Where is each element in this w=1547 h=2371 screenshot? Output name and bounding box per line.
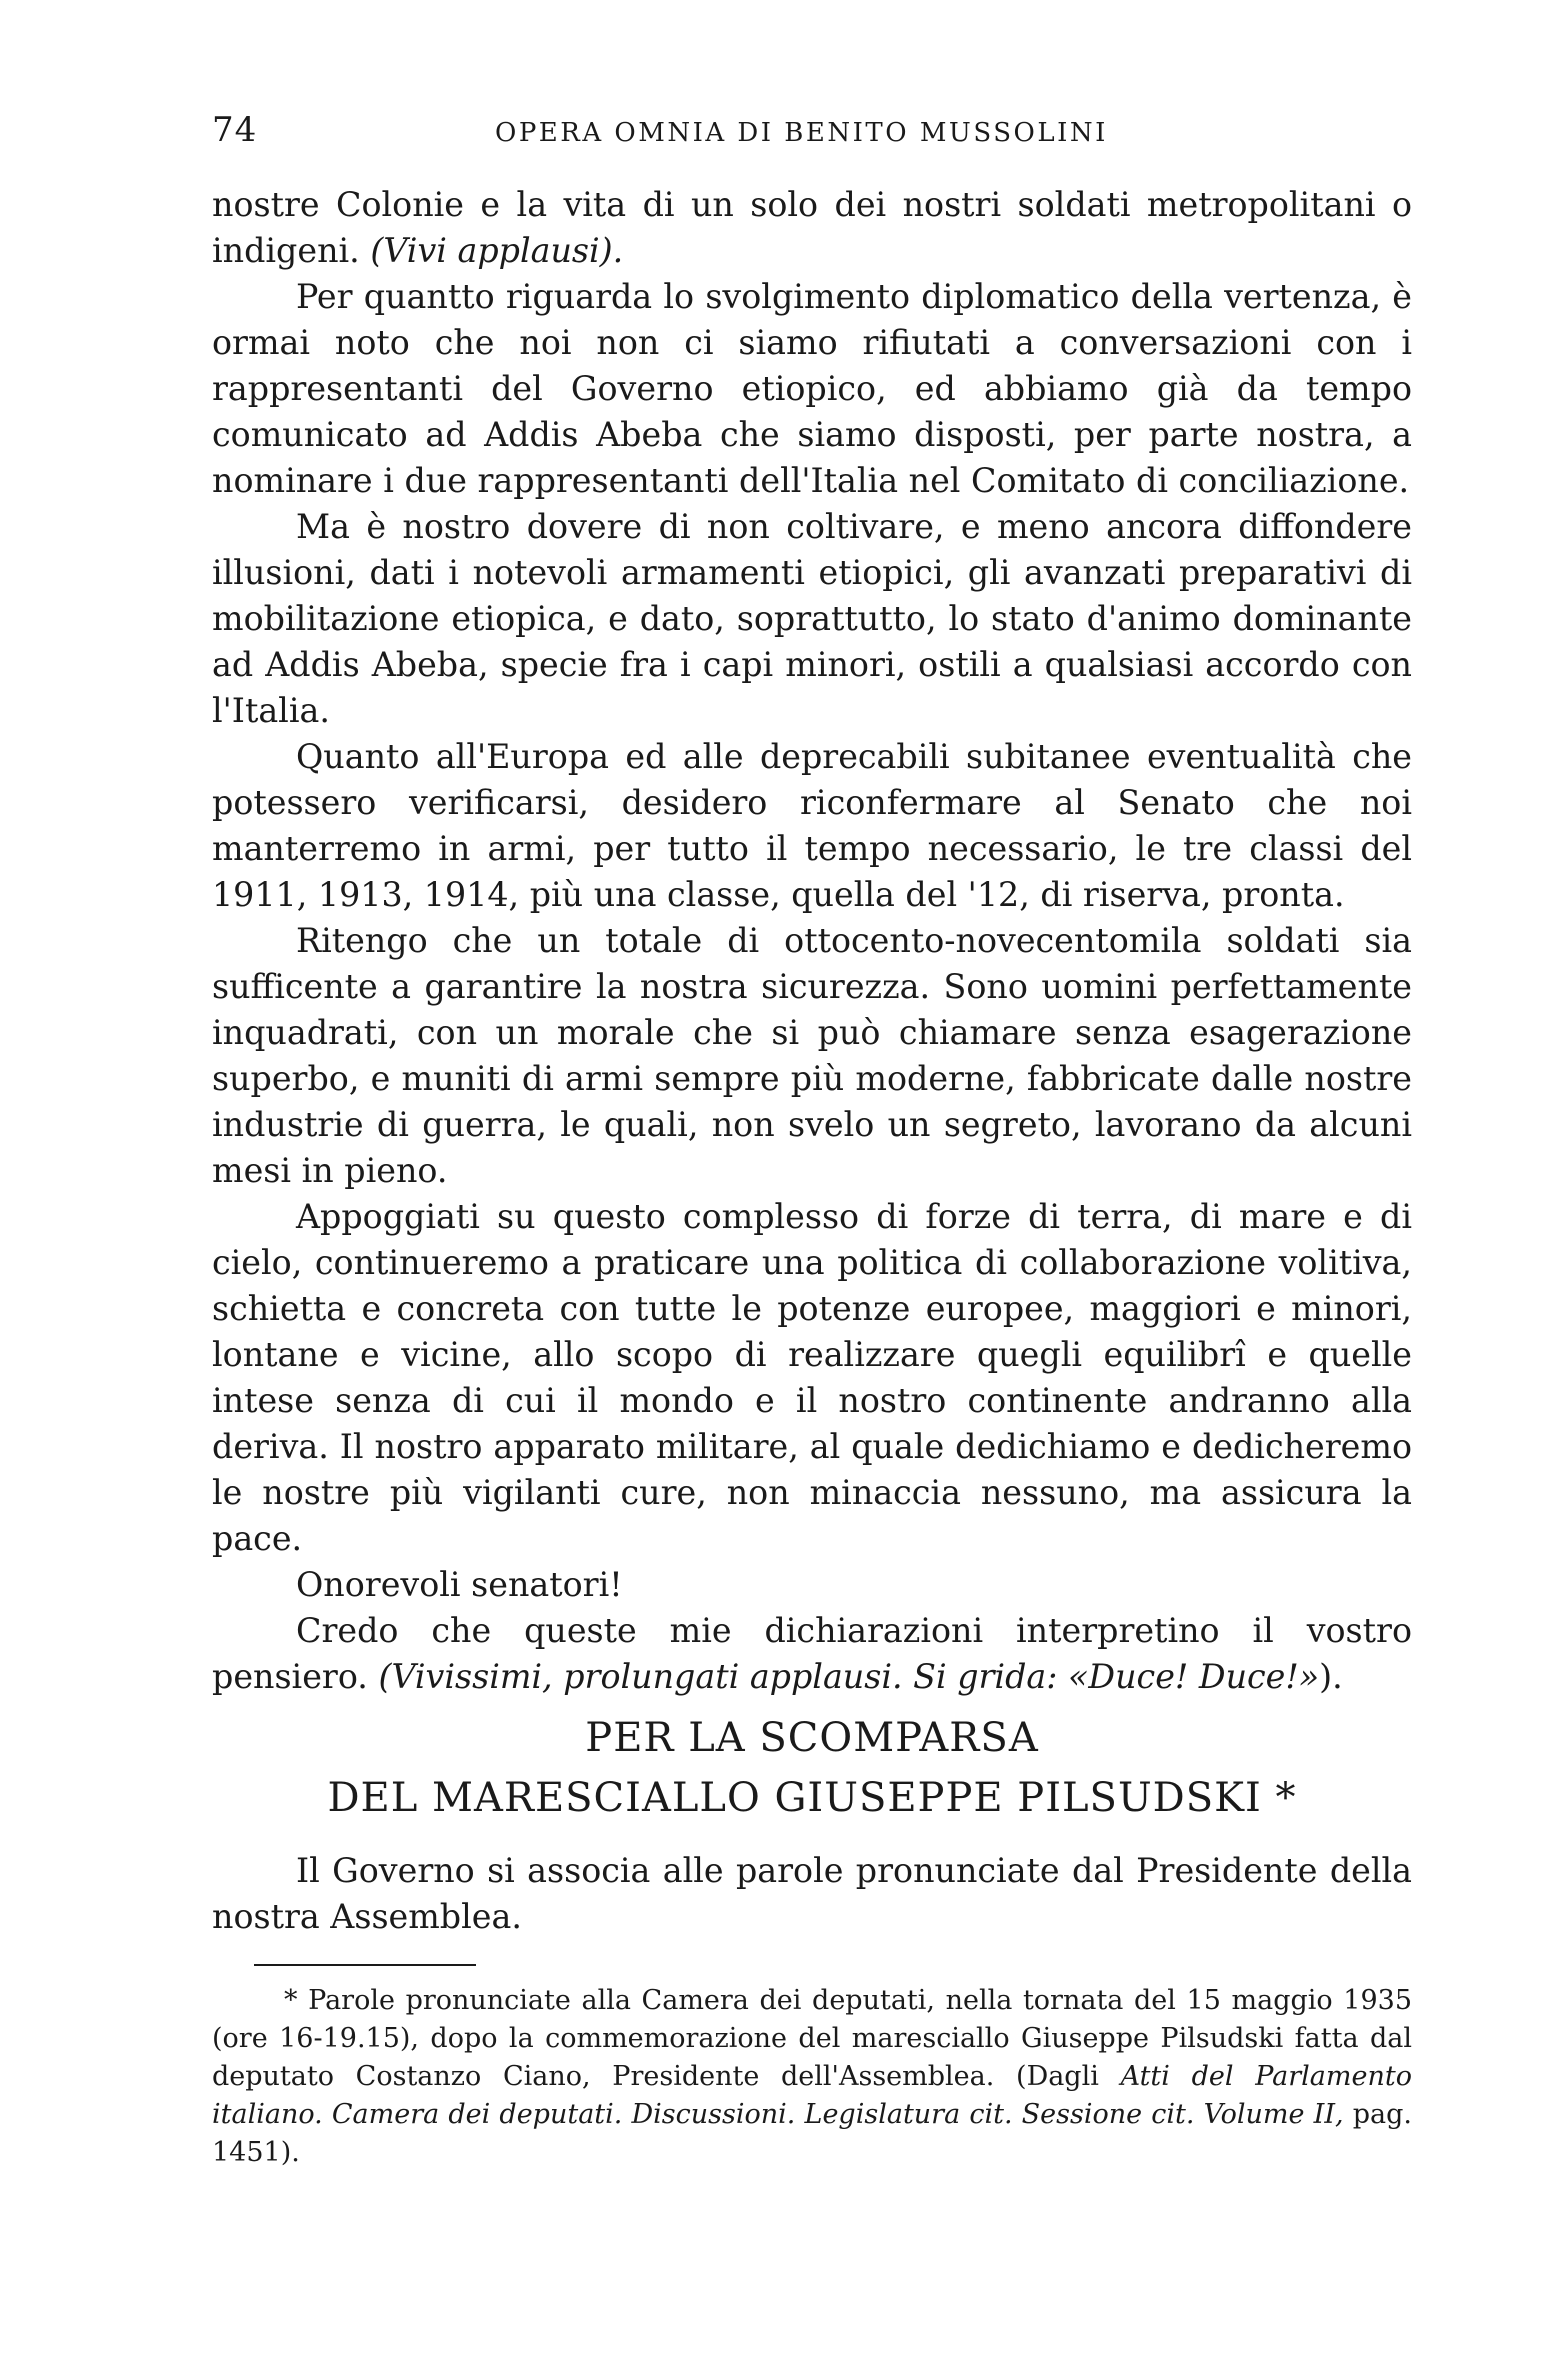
paragraph-4: Quanto all'Europa ed alle deprecabili subitanee eventualità che potessero verificarsi, desidero riconfermare al Senato che noi manterremo in armi, per tutto il tempo necessario, le tre classi del 1911, 1913, 1914, più una classe, quella del '12, di riserva, pronta.	[212, 737, 1412, 914]
section-paragraph: Il Governo si associa alle parole pronunciate dal Presidente della nostra Assemblea.	[212, 1851, 1412, 1936]
section-title-line-2: DEL MARESCIALLO GIUSEPPE PILSUDSKI *	[327, 1775, 1297, 1821]
section-title	[212, 1708, 1412, 1828]
page-header	[212, 110, 1412, 170]
paragraph-1-text: nostre Colonie e la vita di un solo dei nostri soldati metropolitani o indigeni.	[212, 185, 1412, 270]
paragraph-8	[212, 1608, 1412, 1700]
footnote-text-a: * Parole pronunciate alla Camera dei deputati, nella tornata del 15 maggio 1935 (ore 16-19.15), dopo la commemorazione del maresciallo Giuseppe Pilsudski fatta dal deputato Costanzo Ciano, Presidente dell'Assemblea. (Dagli	[212, 1985, 1412, 2092]
main-text	[212, 182, 1412, 1700]
section-title-line-1: PER LA SCOMPARSA	[585, 1715, 1039, 1761]
footnote-paragraph	[212, 1982, 1412, 2172]
paragraph-5: Ritengo che un totale di ottocento-novecentomila soldati sia sufficente a garantire la nostra sicurezza. Sono uomini perfettamente inquadrati, con un morale che si può chiamare senza esagerazione superbo, e muniti di armi sempre più moderne, fabbricate dalle nostre industrie di guerra, le quali, non svelo un segreto, lavorano da alcuni mesi in pieno.	[212, 921, 1412, 1190]
running-title: OPERA OMNIA DI BENITO MUSSOLINI	[495, 118, 1108, 148]
paragraph-8-applause-c: ).	[1319, 1657, 1343, 1696]
paragraph-8-applause-b: «Duce! Duce!»	[1068, 1657, 1320, 1696]
footnote-rule	[254, 1964, 476, 1966]
paragraph-3: Ma è nostro dovere di non coltivare, e meno ancora diffondere illusioni, dati i notevoli armamenti etiopici, gli avanzati preparativi di mobilitazione etiopica, e dato, soprattutto, lo stato d'animo dominante ad Addis Abeba, specie fra i capi minori, ostili a qualsiasi accordo con l'Italia.	[212, 507, 1412, 730]
paragraph-1-applause: (Vivi applausi).	[370, 231, 624, 270]
paragraph-6: Appoggiati su questo complesso di forze di terra, di mare e di cielo, continueremo a praticare una politica di collaborazione volitiva, schietta e concreta con tutte le potenze europee, maggiori e minori, lontane e vicine, allo scopo di realizzare quegli equilibrî e quelle intese senza di cui il mondo e il nostro continente andranno alla deriva. Il nostro apparato militare, al quale dedichiamo e dedicheremo le nostre più vigilanti cure, non minaccia nessuno, ma assicura la pace.	[212, 1197, 1412, 1558]
section-text	[212, 1848, 1412, 1940]
paragraph-8-text: Credo che queste mie dichiarazioni interpretino il vostro pensiero.	[212, 1611, 1412, 1696]
paragraph-1	[212, 182, 1412, 274]
footnote-source-title: Atti del Parlamento italiano. Camera dei deputati. Discussioni. Legislatura cit. Sessione cit. Volume II,	[212, 2061, 1412, 2130]
footnote-text-c: pag. 1451).	[212, 2099, 1412, 2168]
paragraph-8-applause-a: (Vivissimi, prolungati applausi. Si grida:	[378, 1657, 1069, 1696]
paragraph-7: Onorevoli senatori!	[296, 1565, 623, 1604]
paragraph-2: Per quantto riguarda lo svolgimento diplomatico della vertenza, è ormai noto che noi non ci siamo rifiutati a conversazioni con i rappresentanti del Governo etiopico, ed abbiamo già da tempo comunicato ad Addis Abeba che siamo disposti, per parte nostra, a nominare i due rappresentanti dell'Italia nel Comitato di conciliazione.	[212, 277, 1412, 500]
page-number: 74	[212, 110, 258, 150]
footnote	[212, 1982, 1412, 2172]
